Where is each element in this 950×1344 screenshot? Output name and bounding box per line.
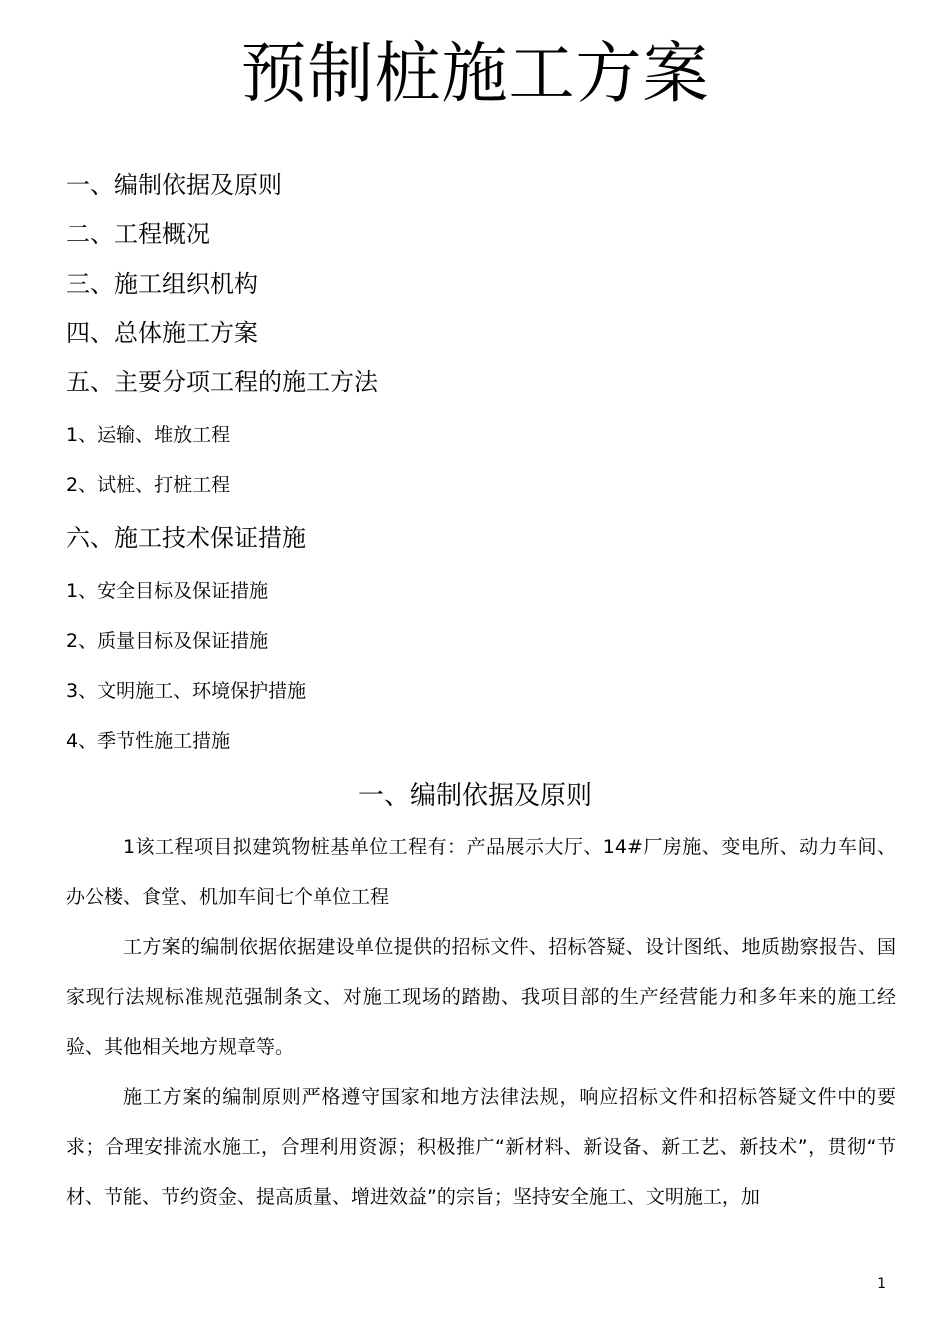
paragraph-2: 工方案的编制依据依据建设单位提供的招标文件、招标答疑、设计图纸、地质勘察报告、国家现行法规标准规范强制条文、对施工现场的踏勘、我项目部的生产经营能力和多年来的施工经验、其他相关地方规章等。 bbox=[66, 936, 896, 1058]
section-heading: 一、编制依据及原则 bbox=[357, 781, 592, 811]
toc-subitem-5-2: 2、试桩、打桩工程 bbox=[66, 474, 231, 496]
toc-subitem-6-4: 4、季节性施工措施 bbox=[66, 730, 231, 752]
toc-subitem-6-1: 1、安全目标及保证措施 bbox=[66, 580, 269, 602]
toc-subitem-5-1: 1、运输、堆放工程 bbox=[66, 424, 231, 446]
toc-item-2: 二、工程概况 bbox=[66, 220, 210, 248]
toc-item-6: 六、施工技术保证措施 bbox=[66, 524, 306, 552]
toc-subitem-6-3: 3、文明施工、环境保护措施 bbox=[66, 680, 307, 702]
toc-subitem-6-2: 2、质量目标及保证措施 bbox=[66, 630, 269, 652]
page-title: 预制桩施工方案 bbox=[240, 35, 710, 112]
section-body bbox=[66, 822, 896, 1222]
toc-item-4: 四、总体施工方案 bbox=[66, 319, 258, 347]
toc-item-5: 五、主要分项工程的施工方法 bbox=[66, 368, 378, 396]
page-number: 1 bbox=[877, 1276, 886, 1292]
paragraph-1: 1该工程项目拟建筑物桩基单位工程有：产品展示大厅、14#厂房施、变电所、动力车间、办公楼、食堂、机加车间七个单位工程 bbox=[66, 836, 896, 908]
toc-item-1: 一、编制依据及原则 bbox=[66, 171, 282, 199]
toc-item-3: 三、施工组织机构 bbox=[66, 270, 258, 298]
paragraph-3: 施工方案的编制原则严格遵守国家和地方法律法规，响应招标文件和招标答疑文件中的要求；合理安排流水施工，合理利用资源；积极推广“新材料、新设备、新工艺、新技术”，贯彻“节材、节能、节约资金、提高质量、增进效益”的宗旨；坚持安全施工、文明施工，加 bbox=[66, 1086, 896, 1208]
